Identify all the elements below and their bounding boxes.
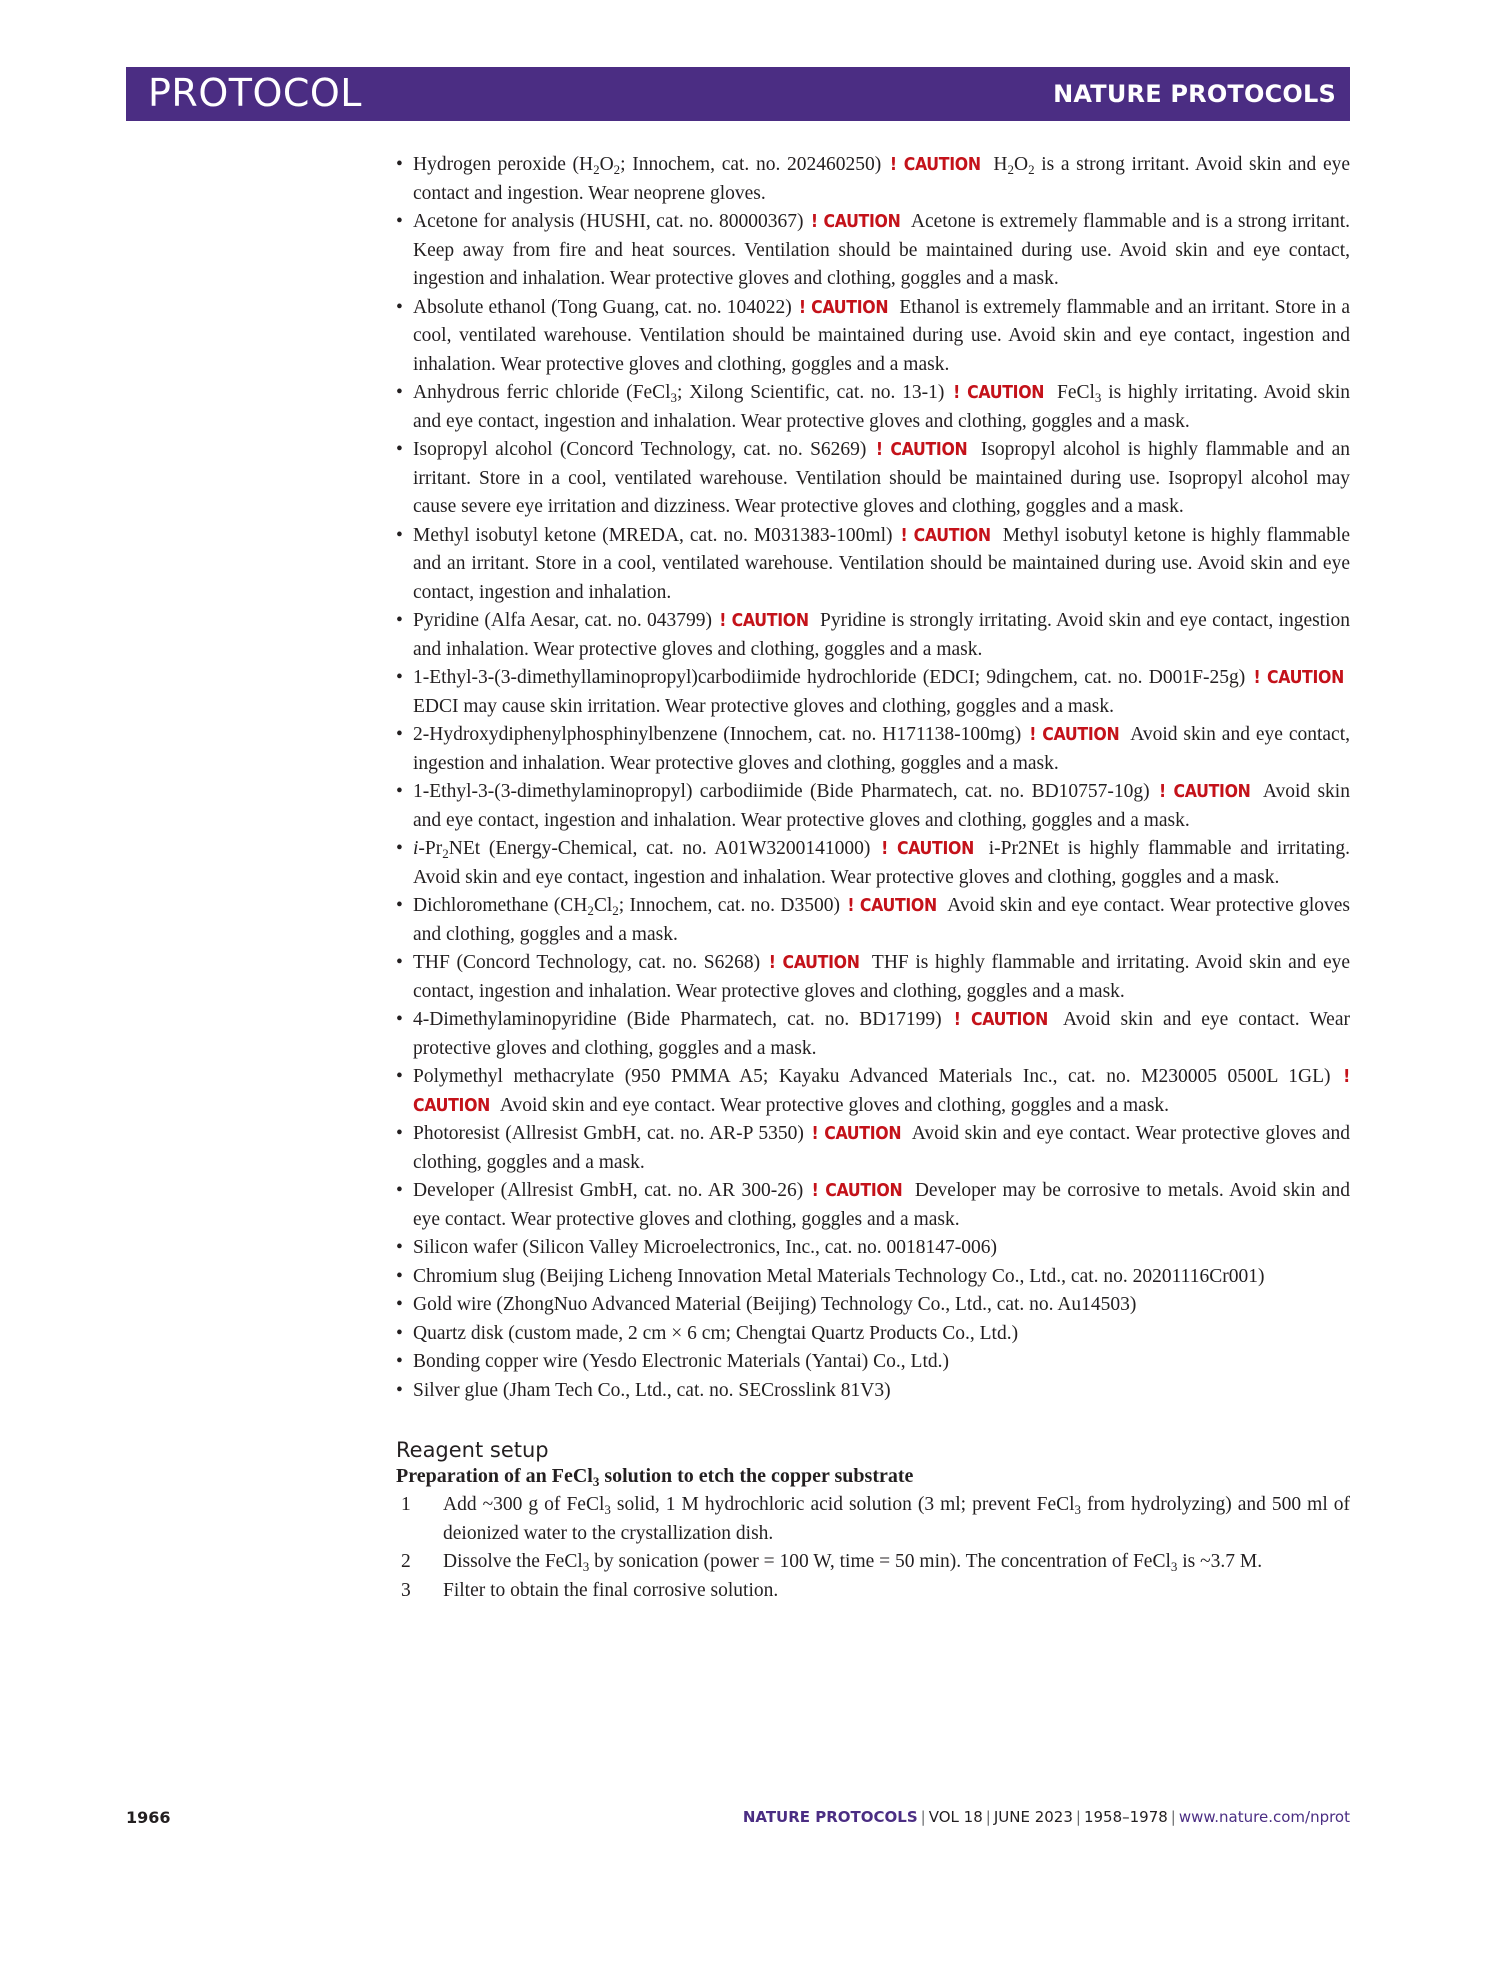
procedure-step: 1 Add ~300 g of FeCl$_3$ solid, 1 M hydrochloric acid solution (3 ml; prevent FeCl$_3$ from hydrolyzing) and 500 ml of deionized water to the crystallization dish. [401, 1494, 1350, 1544]
caution-label: ! CAUTION [1253, 668, 1345, 688]
reagent-item: • Bonding copper wire (Yesdo Electronic Materials (Yantai) Co., Ltd.) [396, 1351, 949, 1372]
section-label: PROTOCOL [148, 71, 362, 115]
reagent-item: • 2-Hydroxydiphenylphosphinylbenzene (Innochem, cat. no. H171138-100mg) ! CAUTION Avoid skin and eye contact, ingestion and inhalation. Wear protective gloves and clothing, goggles and a mask. [396, 724, 1351, 774]
reagent-item: • Dichloromethane ($CH_2Cl_2$; Innochem, cat. no. D3500) ! CAUTION Avoid skin and eye contact. Wear protective gloves and clothing, goggles and a mask. [396, 895, 1351, 945]
reagent-list [396, 151, 1350, 1405]
reagent-item: • Absolute ethanol (Tong Guang, cat. no. 104022) ! CAUTION Ethanol is extremely flammable and an irritant. Store in a cool, ventilated warehouse. Ventilation should be maintained during use. Avoid skin and eye contact, ingestion and inhalation. Wear protective gloves and clothing, goggles and a mask. [396, 296, 1351, 375]
caution-label: ! CAUTION [953, 1010, 1049, 1030]
caution-label: ! CAUTION [1159, 782, 1251, 802]
reagent-item: • Anhydrous ferric chloride (FeCl$_3$; Xilong Scientific, cat. no. 13-1) ! CAUTION FeCl$_3$ is highly irritating. Avoid skin and eye contact, ingestion and inhalation. Wear protective gloves and clothing, goggles and a mask. [396, 382, 1351, 432]
caution-label: ! CAUTION [875, 440, 968, 460]
reagent-item: • Developer (Allresist GmbH, cat. no. AR 300-26) ! CAUTION Developer may be corrosive to metals. Avoid skin and eye contact. Wear protective gloves and clothing, goggles and a mask. [396, 1180, 1351, 1230]
footer-journal: NATURE PROTOCOLS [742, 1808, 918, 1826]
caution-label: ! CAUTION [900, 525, 991, 546]
header-banner [126, 67, 1350, 121]
caution-label: ! CAUTION [889, 155, 981, 175]
reagent-item: • Pyridine (Alfa Aesar, cat. no. 043799) ! CAUTION Pyridine is strongly irritating. Avoid skin and eye contact, ingestion and inhalation. Wear protective gloves and clothing, goggles and a mask. [396, 610, 1351, 660]
caution-label: ! CAUTION [847, 896, 937, 916]
caution-label: ! CAUTION [719, 611, 809, 631]
caution-label: ! CAUTION [798, 297, 889, 318]
main-content [396, 151, 1350, 1605]
caution-label: ! CAUTION [881, 839, 974, 859]
reagent-item: • Acetone for analysis (HUSHI, cat. no. 80000367) ! CAUTION Acetone is extremely flammable and is a strong irritant. Keep away from fire and heat sources. Ventilation should be maintained during use. Avoid skin and eye contact, ingestion and inhalation. Wear protective gloves and clothing, goggles and a mask. [396, 211, 1351, 289]
footer-url-link[interactable]: www.nature.com/nprot [1178, 1808, 1350, 1826]
footer-volume: VOL 18 [928, 1808, 983, 1826]
reagent-item: • Silicon wafer (Silicon Valley Microelectronics, Inc., cat. no. 0018147-006) [396, 1237, 997, 1258]
reagent-item: • Polymethyl methacrylate (950 PMMA A5; Kayaku Advanced Materials Inc., cat. no. M230005 0500L 1GL) ! CAUTION Avoid skin and eye contact. Wear protective gloves and clothing, goggles and a mask. [396, 1066, 1351, 1116]
journal-label: NATURE PROTOCOLS [1053, 80, 1336, 108]
caution-label: ! CAUTION [413, 1067, 1351, 1116]
reagent-item: • Hydrogen peroxide ($H_2O_2$; Innochem, cat. no. 202460250) ! CAUTION $H_2O_2$ is a strong irritant. Avoid skin and eye contact and ingestion. Wear neoprene gloves. [396, 151, 1350, 208]
procedure-steps [396, 1491, 1350, 1605]
caution-label: ! CAUTION [811, 1124, 902, 1144]
procedure-step: 2 Dissolve the FeCl$_3$ by sonication (power = 100 W, time = 50 min). The concentration of FeCl$_3$ is ~3.7 M. [401, 1551, 1263, 1574]
footer-citation: NATURE PROTOCOLS | VOL 18 | JUNE 2023 | 1958–1978 | www.nature.com/nprot [742, 1808, 1350, 1826]
reagent-item: • Methyl isobutyl ketone (MREDA, cat. no. M031383-100ml) ! CAUTION Methyl isobutyl ketone is highly flammable and an irritant. Store in a cool, ventilated warehouse. Ventilation should be maintained during use. Avoid skin and eye contact, ingestion and inhalation. [396, 524, 1351, 603]
section-heading: Reagent setup [396, 1438, 549, 1462]
caution-label: ! CAUTION [953, 383, 1045, 403]
reagent-item: • Isopropyl alcohol (Concord Technology, cat. no. S6269) ! CAUTION Isopropyl alcohol is highly flammable and an irritant. Store in a cool, ventilated warehouse. Ventilation should be maintained during use. Isopropyl alcohol may cause severe eye irritation and dizziness. Wear protective gloves and clothing, goggles and a mask. [396, 439, 1351, 517]
reagent-item: • Silver glue (Jham Tech Co., Ltd., cat. no. SECrosslink 81V3) [396, 1379, 891, 1401]
caution-label: ! CAUTION [1029, 725, 1120, 745]
footer-date: JUNE 2023 [993, 1808, 1073, 1826]
page-number: 1966 [126, 1808, 171, 1827]
reagent-item: • 4-Dimethylaminopyridine (Bide Pharmatech, cat. no. BD17199) ! CAUTION Avoid skin and eye contact. Wear protective gloves and clothing, goggles and a mask. [396, 1009, 1350, 1059]
subsection-heading: Preparation of an FeCl$_3$ solution to etch the copper substrate [396, 1465, 914, 1489]
caution-label: ! CAUTION [811, 1181, 903, 1201]
reagent-item: • Chromium slug (Beijing Licheng Innovation Metal Materials Technology Co., Ltd., cat. no. 20201116Cr001) [396, 1265, 1265, 1287]
caution-label: ! CAUTION [768, 953, 860, 973]
caution-label: ! CAUTION [810, 212, 901, 232]
reagent-item: • 1-Ethyl-3-(3-dimethylaminopropyl) carbodiimide (Bide Pharmatech, cat. no. BD10757-10g) ! CAUTION Avoid skin and eye contact, ingestion and inhalation. Wear protective gloves and clothing, goggles and a mask. [396, 781, 1350, 831]
reagent-item: • $i-Pr_2NEt$ (Energy-Chemical, cat. no. A01W3200141000) ! CAUTION i-Pr2NEt is highly flammable and irritating. Avoid skin and eye contact, ingestion and inhalation. Wear protective gloves and clothing, goggles and a mask. [396, 838, 1351, 888]
reagent-item: • Gold wire (ZhongNuo Advanced Material (Beijing) Technology Co., Ltd., cat. no. Au14503) [396, 1294, 1137, 1315]
reagent-item: • Photoresist (Allresist GmbH, cat. no. AR-P 5350) ! CAUTION Avoid skin and eye contact. Wear protective gloves and clothing, goggles and a mask. [396, 1123, 1350, 1173]
bullet: • [396, 154, 403, 175]
procedure-step: 3 Filter to obtain the final corrosive solution. [401, 1579, 779, 1601]
reagent-item: • Quartz disk (custom made, 2 cm × 6 cm; Chengtai Quartz Products Co., Ltd.) [396, 1322, 1019, 1344]
footer-pages: 1958–1978 [1083, 1808, 1168, 1826]
reagent-item: • THF (Concord Technology, cat. no. S6268) ! CAUTION THF is highly flammable and irritating. Avoid skin and eye contact, ingestion and inhalation. Wear protective gloves and clothing, goggles and a mask. [396, 952, 1350, 1002]
reagent-item: • 1-Ethyl-3-(3-dimethyllaminopropyl)carbodiimide hydrochloride (EDCI; 9dingchem, cat. no. D001F-25g) ! CAUTION EDCI may cause skin irritation. Wear protective gloves and clothing, goggles and a mask. [396, 667, 1345, 717]
